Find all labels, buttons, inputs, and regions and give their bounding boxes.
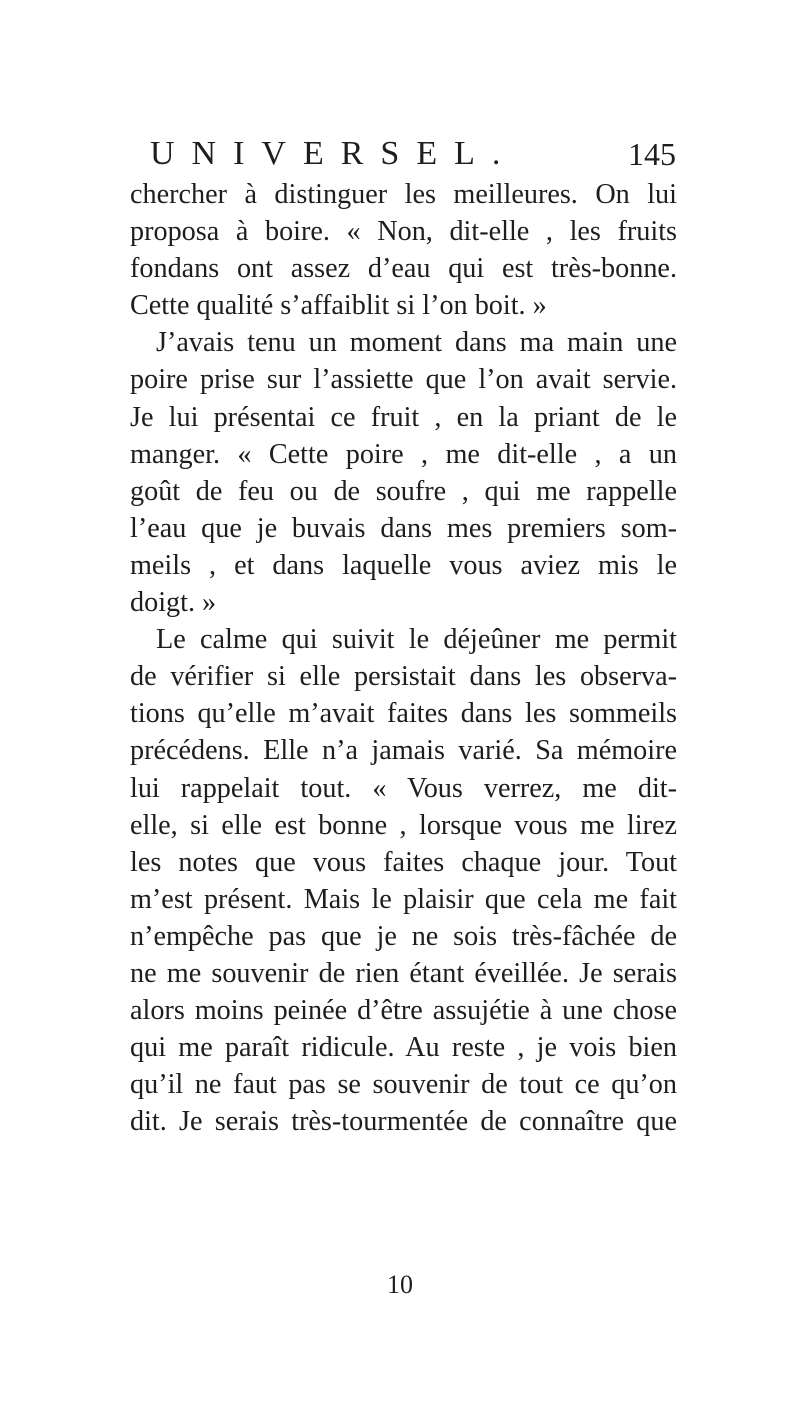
text-line: Le calme qui suivit le déjeûner me permit — [156, 624, 677, 656]
text-line: goût de feu ou de soufre , qui me rappelle — [130, 475, 677, 507]
body-text — [130, 176, 677, 1140]
text-line: alors moins peinée d’être assujétie à une chose — [130, 995, 677, 1027]
text-line: dit. Je serais très-tourmentée de connaître que — [130, 1106, 677, 1138]
text-line: poire prise sur l’assiette que l’on avait servie. — [130, 364, 677, 396]
text-line: de vérifier si elle persistait dans les observa- — [130, 661, 677, 693]
text-line: qu’il ne faut pas se souvenir de tout ce qu’on — [130, 1069, 677, 1101]
text-line: doigt. » — [130, 587, 217, 619]
text-line: J’avais tenu un moment dans ma main une — [156, 327, 677, 359]
text-line: Je lui présentai ce fruit , en la priant de le — [130, 401, 677, 433]
text-line: fondans ont assez d’eau qui est très-bonne. — [130, 253, 677, 285]
text-line: les notes que vous faites chaque jour. Tout — [130, 846, 677, 878]
running-title: UNIVERSEL. — [150, 135, 518, 172]
text-line: m’est présent. Mais le plaisir que cela me fait — [130, 883, 677, 915]
text-line: tions qu’elle m’avait faites dans les sommeils — [130, 698, 677, 730]
text-line: Cette qualité s’affaiblit si l’on boit. » — [130, 290, 547, 322]
signature-mark: 10 — [387, 1270, 413, 1299]
text-line: meils , et dans laquelle vous aviez mis le — [130, 549, 677, 581]
text-line: elle, si elle est bonne , lorsque vous me lirez — [130, 809, 677, 841]
running-header — [128, 128, 676, 180]
text-line: ne me souvenir de rien étant éveillée. Je serais — [130, 957, 677, 989]
text-line: manger. « Cette poire , me dit-elle , a un — [130, 438, 677, 470]
text-line: n’empêche pas que je ne sois très-fâchée de — [130, 920, 677, 952]
text-line: chercher à distinguer les meilleures. On lui — [130, 179, 677, 210]
text-line: proposa à boire. « Non, dit-elle , les fruits — [130, 216, 677, 248]
page-number: 145 — [628, 136, 676, 172]
text-line: précédens. Elle n’a jamais varié. Sa mémoire — [130, 735, 677, 767]
text-line: lui rappelait tout. « Vous verrez, me dit- — [130, 772, 677, 804]
text-line: l’eau que je buvais dans mes premiers som- — [130, 512, 677, 544]
text-line: qui me paraît ridicule. Au reste , je vois bien — [130, 1032, 677, 1064]
